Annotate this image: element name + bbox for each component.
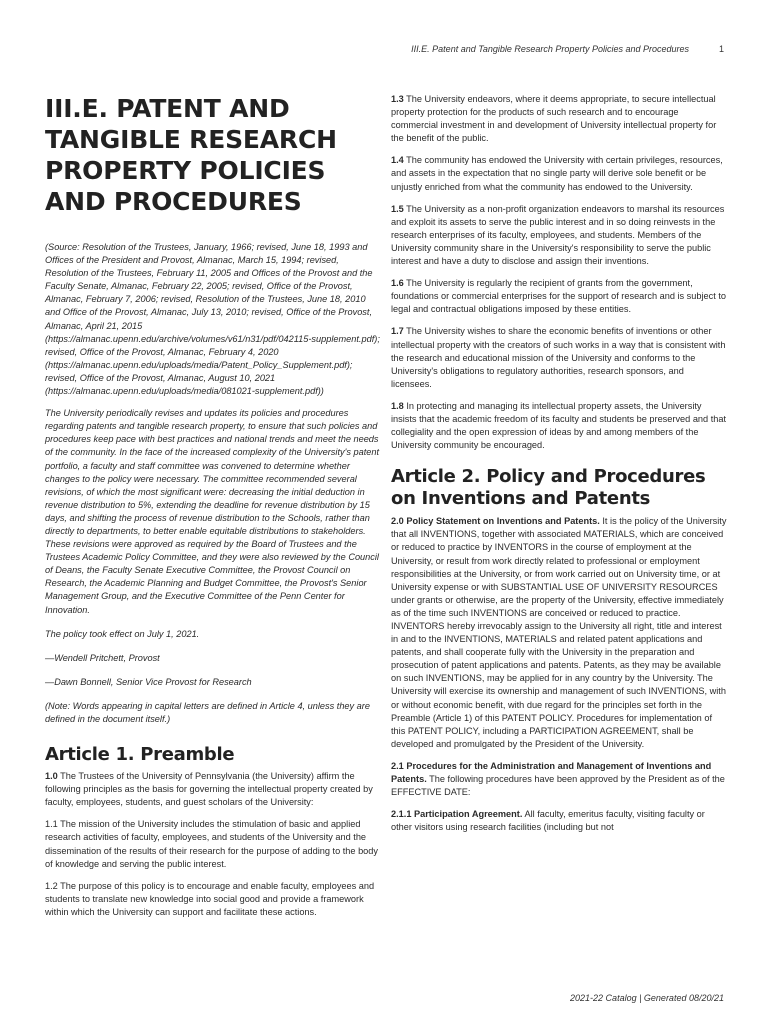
paragraph-number: 1.6 <box>391 278 404 289</box>
paragraph-number: 1.8 <box>391 400 404 411</box>
paragraph-text: It is the policy of the University that all INVENTIONS, together with associated MATERIALS, which are conceived or reduced to practice by INVENTORS in the course of employment at the University, or result from work directly related to professional or employment responsibilities at the University, or from work carried out on University time, or at University expense or with SUBSTANTIAL USE OF UNIVERSITY RESOURCES under grants or otherwise, are the property of the University, effective immediately as of the time such INVENTIONS are conceived or reduced to practice. INVENTORS hereby irrevocably assign to the University all right, title and interest in and to the INVENTIONS, MATERIALS and related patent applications and patents, and shall cooperate fully with the University in the preparation and prosecution of patent applications and patents. Patents, as they may be available on such INVENTIONS, may be applied for in any country by the University. The University will exercise its ownership and management of such INVENTIONS, with or without economic benefit, with due regard for the principles set forth in the Preamble (Article 1) of this PATENT POLICY. Procedures for implementation of this PATENT POLICY, including a PARTICIPATION AGREEMENT, shall be developed and promulgated by the President of the University. <box>391 516 727 749</box>
paragraph-text: The University wishes to share the economic benefits of inventions or other intellectual property with the creators of such works in a way that is consistent with the research and educational mission of the University and conforms to the University's obligations to regulatory authorities, research sponsors, and licensees. <box>391 326 726 389</box>
paragraph-2-1-1 <box>391 808 727 834</box>
paragraph-2-0 <box>391 515 727 751</box>
running-header <box>0 44 770 58</box>
paragraph-number: 1.5 <box>391 203 404 214</box>
paragraph-lead: 2.1.1 Participation Agreement. <box>391 809 523 820</box>
paragraph-number: 1.7 <box>391 326 404 337</box>
paragraph-lead: 2.0 Policy Statement on Inventions and Patents. <box>391 516 600 527</box>
page-number: 1 <box>718 44 724 54</box>
signature-provost: —Wendell Pritchett, Provost <box>45 652 160 663</box>
intro-paragraph: The University periodically revises and updates its policies and procedures regarding patents and tangible research property, to ensure that such policies and procedures keep pace with best practices and national trends and meet the needs of the community. In the face of the increased complexity of the University's patent portfolio, a faculty and staff committee was convened to determine whether changes to the policy were necessary. The committee recommended several revisions, of which the most significant were: decreasing the initial deduction in revenue distribution to 5%, extending the deadline for revenue distribution by 15 days, and shifting the process of revenue distribution to the Schools, rather than directly to departments, to better enable equitable distributions to stakeholders. These revisions were approved as required by the Board of Trustees and the Trustees Academic Policy Committee, and they were also reviewed by the Council of Deans, the Faculty Senate Executive Committee, the Provost Council on Research, the Academic Planning and Budget Committee, the Provost's Senior Management Group, and the Executive Committee of the Penn Center for Innovation. <box>45 408 380 615</box>
paragraph-number: 1.3 <box>391 94 404 104</box>
paragraph-1-8 <box>391 400 727 452</box>
paragraph-text: The community has endowed the University with certain privileges, resources, and assets in the expectation that no single party will derive sole benefit or be unjustly enriched from what the community has endowed to the University. <box>391 155 723 192</box>
page-footer: 2021-22 Catalog | Generated 08/20/21 <box>570 993 724 1003</box>
paragraph-number: 1.2 <box>45 880 58 891</box>
paragraph-1-7 <box>391 325 727 390</box>
signature-vice-provost: —Dawn Bonnell, Senior Vice Provost for Research <box>45 676 252 687</box>
paragraph-1-1 <box>45 818 380 870</box>
paragraph-1-6 <box>391 277 727 316</box>
paragraph-text: The Trustees of the University of Pennsylvania (the University) affirm the following principles as the basis for governing the intellectual property created by faculty, employees, students, and guest scholars of the University: <box>45 771 373 808</box>
right-column <box>391 93 727 834</box>
paragraph-1-4 <box>391 154 727 193</box>
article-2-heading: Article 2. Policy and Procedures on Inventions and Patents <box>391 466 706 510</box>
running-title: III.E. Patent and Tangible Research Property Policies and Procedures <box>411 44 689 54</box>
paragraph-2-1 <box>391 760 727 799</box>
paragraph-text: The University endeavors, where it deems appropriate, to secure intellectual property protection for the products of such research and to encourage commercial investment in and development of University intellectual property for the benefit of the public. <box>391 94 717 144</box>
page-title: III.E. PATENT AND TANGIBLE RESEARCH PROPERTY POLICIES AND PROCEDURES <box>45 94 337 216</box>
paragraph-text: The purpose of this policy is to encourage and enable faculty, employees and students to translate new knowledge into social good and provide a framework within which the University can support and facilitate these actions. <box>45 880 375 917</box>
paragraph-1-0 <box>45 770 380 809</box>
paragraph-1-5 <box>391 203 727 268</box>
paragraph-text: In protecting and managing its intellectual property assets, the University insists that the academic freedom of its faculty and students be preserved and that collegiality and the open expression of ideas by and among members of the University community be encouraged. <box>391 400 727 451</box>
definitions-note: (Note: Words appearing in capital letters are defined in Article 4, unless they are defined in the document itself.) <box>45 700 370 724</box>
paragraph-text: The mission of the University includes the stimulation of basic and applied research activities of faculty, employees, and students of the University and the dissemination of the results of their research for the purpose of adding to the body of knowledge and serving the public interest. <box>45 819 378 869</box>
paragraph-1-3 <box>391 93 727 145</box>
paragraph-number: 1.0 <box>45 771 58 782</box>
left-column <box>45 93 380 919</box>
paragraph-lead: 2.1 Procedures for the Administration and Management of Inventions and Patents. <box>391 760 712 785</box>
effective-date-note: The policy took effect on July 1, 2021. <box>45 628 200 639</box>
paragraph-text: The University as a non-profit organization endeavors to marshal its resources and exploit its assets to serve the public interest and in so doing reinvests in the research enterprises of its faculty, employees, and students. Members of the University community share in the University's responsibility to serve the public interest and have a duty to disclose and assign their inventions. <box>391 203 725 267</box>
paragraph-text: The following procedures have been approved by the President as of the EFFECTIVE DATE: <box>391 774 725 798</box>
paragraph-text: All faculty, emeritus faculty, visiting faculty or other visitors using research facilities (including but not <box>391 809 705 833</box>
paragraph-number: 1.4 <box>391 155 404 166</box>
article-1-heading: Article 1. Preamble <box>45 744 235 766</box>
paragraph-number: 1.1 <box>45 819 58 830</box>
paragraph-text: The University is regularly the recipient of grants from the government, foundations or commercial enterprises for the support of research and is subject to legal and contractual obligations imposed by these entities. <box>391 278 727 315</box>
paragraph-1-2 <box>45 880 380 919</box>
source-citation: (Source: Resolution of the Trustees, January, 1966; revised, June 18, 1993 and Offices of the President and Provost, Almanac, March 15, 1994; revised, Resolution of the Trustees, February 11, 2005 and Offices of the Provost and the Faculty Senate, Almanac, February 22, 2005; revised, Office of the Provost, Almanac, February 7, 2006; revised, Resolution of the Trustees, June 18, 2010 and Office of the Provost, Almanac, July 13, 2010; revised, Office of the Provost, Almanac, April 21, 2015 (https://almanac.upenn.edu/archive/volumes/v61/n31/pdf/042115-supplement.pdf); revised, Office of the Provost, Almanac, February 4, 2020 (https://almanac.upenn.edu/uploads/media/Patent_Policy_Supplement.pdf); revised, Office of the Provost, Almanac, August 10, 2021 (https://almanac.upenn.edu/uploads/media/081021-supplement.pdf)) <box>45 242 380 397</box>
